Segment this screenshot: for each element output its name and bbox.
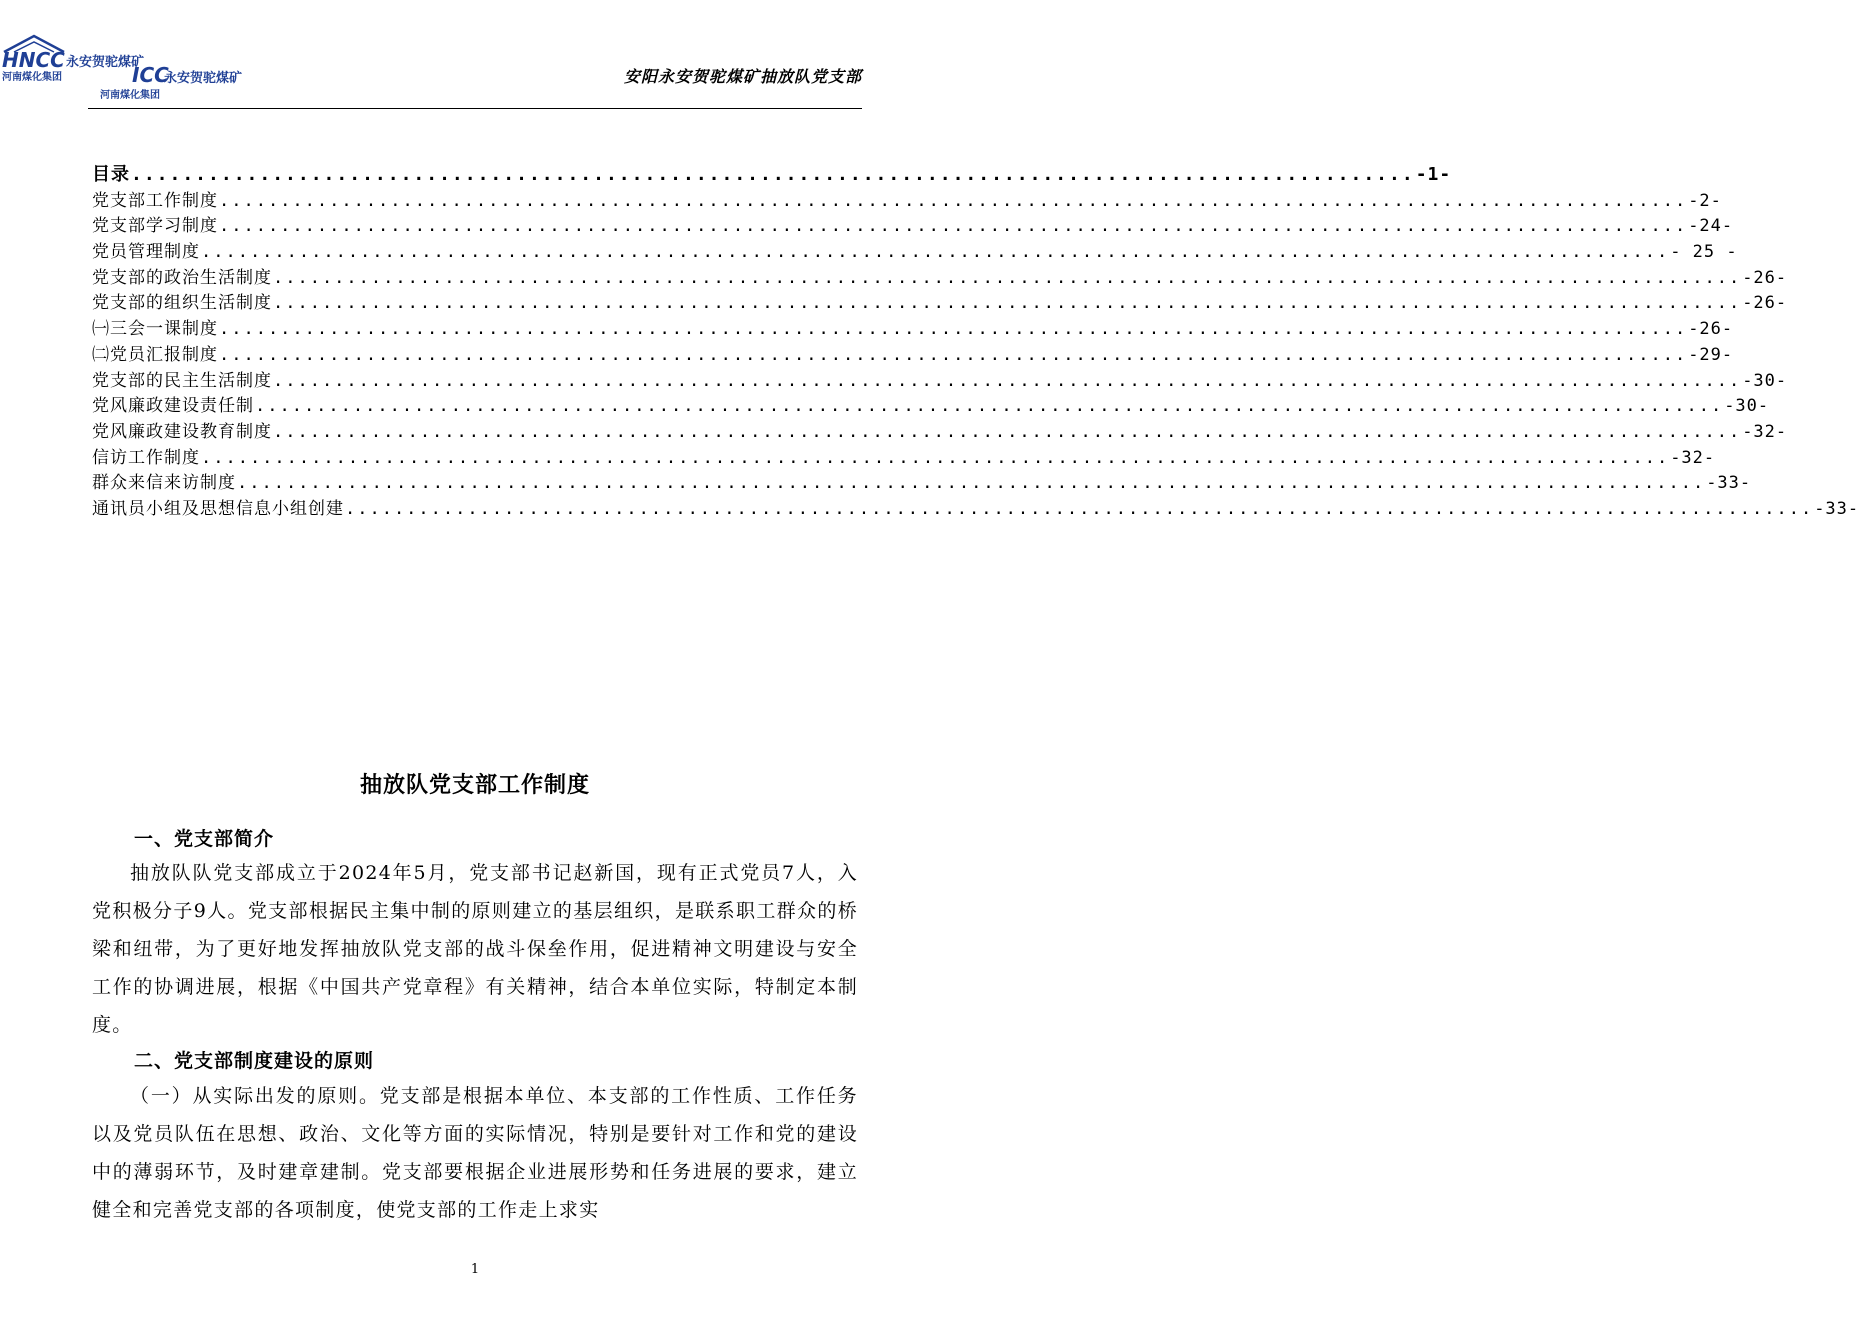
toc-item-page: -30- (1724, 396, 1770, 417)
toc-leader: ........................................................................................................................ (273, 370, 1742, 391)
toc-item[interactable] (92, 494, 1859, 520)
toc-item[interactable] (92, 237, 1738, 263)
section1-paragraph: 抽放队队党支部成立于2024年5月，党支部书记赵新国，现有正式党员7人，入党积极分子9人。党支部根据民主集中制的原则建立的基层组织，是联系职工群众的桥梁和纽带，为了更好地发挥抽放队党支部的战斗保垒作用，促进精神文明建设与安全工作的协调进展，根据《中国共产党章程》有关精神，结合本单位实际，特制定本制度。 (92, 862, 858, 1036)
toc-leader: ........................................................................................................................ (219, 344, 1688, 365)
toc-leader: .................................................................................................... (131, 164, 1415, 185)
toc-item-page: -24- (1688, 216, 1734, 237)
toc-item[interactable] (92, 443, 1716, 469)
header-rule (88, 108, 862, 109)
toc-item-page: -2- (1688, 190, 1722, 211)
toc-leader: ........................................................................................................................ (255, 396, 1724, 417)
toc-item[interactable] (92, 366, 1788, 392)
toc-item[interactable] (92, 288, 1788, 314)
toc-item-title: ㈠三会一课制度 (92, 319, 218, 340)
toc-item-page: -26- (1688, 319, 1734, 340)
toc-heading[interactable] (92, 160, 1452, 186)
header-title: 安阳永安贺驼煤矿抽放队党支部 (623, 67, 862, 86)
toc-item[interactable] (92, 340, 1734, 366)
toc-leader: ........................................................................................................................ (219, 216, 1688, 237)
toc-item-title: 党支部的组织生活制度 (92, 293, 272, 314)
toc-item-page: -32- (1742, 421, 1788, 442)
toc-leader: ........................................................................................................................ (219, 190, 1688, 211)
page-header (0, 0, 950, 115)
toc-item-title: 党风廉政建设责任制 (92, 396, 254, 417)
toc-item-page: -33- (1814, 498, 1859, 519)
toc-item-title: 党支部的民主生活制度 (92, 370, 272, 391)
logo1-small-text: 河南煤化集团 (2, 72, 62, 83)
section2-heading: 二、党支部制度建设的原则 (134, 1050, 375, 1072)
page-number: 1 (470, 1262, 480, 1277)
section2-paragraph: （一）从实际出发的原则。党支部是根据本单位、本支部的工作性质、工作任务以及党员队伍在思想、政治、文化等方面的实际情况，特别是要针对工作和党的建设中的薄弱环节，及时建章建制。党支部要根据企业进展形势和任务进展的要求，建立健全和完善党支部的各项制度，使党支部的工作走上求实 (92, 1085, 858, 1221)
icc-logo (98, 58, 243, 104)
document-title: 抽放队党支部工作制度 (359, 772, 590, 798)
toc-leader: ........................................................................................................................ (237, 473, 1706, 494)
toc-item[interactable] (92, 263, 1788, 289)
table-of-contents (92, 160, 1859, 520)
logo2-small-text: 河南煤化集团 (100, 90, 160, 101)
toc-item-page: -33- (1706, 473, 1752, 494)
toc-item[interactable] (92, 468, 1752, 494)
toc-item-page: - 25 - (1670, 242, 1738, 263)
toc-leader: ........................................................................................................................ (219, 319, 1688, 340)
toc-item-page: -26- (1742, 267, 1788, 288)
toc-leader: ........................................................................................................................ (273, 267, 1742, 288)
toc-leader: ........................................................................................................................ (201, 447, 1670, 468)
toc-items (92, 186, 1859, 520)
logo2-side-text: 永安贺驼煤矿 (164, 71, 243, 86)
toc-leader: ........................................................................................................................ (273, 293, 1742, 314)
toc-item[interactable] (92, 211, 1734, 237)
logo1-big-text: HNCC (2, 48, 65, 72)
toc-leader: ........................................................................................................................ (273, 421, 1742, 442)
toc-item-title: 党支部工作制度 (92, 190, 218, 211)
toc-leader: ........................................................................................................................ (201, 242, 1670, 263)
toc-item-title: 党风廉政建设教育制度 (92, 421, 272, 442)
toc-item-title: 党支部的政治生活制度 (92, 267, 272, 288)
toc-item-title: 群众来信来访制度 (92, 473, 236, 494)
toc-item[interactable] (92, 186, 1722, 212)
toc-item-page: -32- (1670, 447, 1716, 468)
logo1-side-text: 永安贺驼煤矿 (66, 55, 145, 70)
toc-item-page: -26- (1742, 293, 1788, 314)
section1-heading: 一、党支部简介 (134, 828, 275, 850)
toc-item-page: -29- (1688, 344, 1734, 365)
toc-item[interactable] (92, 391, 1770, 417)
toc-heading-title: 目录 (92, 164, 130, 185)
toc-item-title: 通讯员小组及思想信息小组创建 (92, 498, 344, 519)
toc-leader: ........................................................................................................................ (345, 498, 1814, 519)
toc-item-title: ㈡党员汇报制度 (92, 344, 218, 365)
toc-item-title: 党支部学习制度 (92, 216, 218, 237)
logo2-big-text: ICC (132, 63, 169, 87)
toc-item[interactable] (92, 417, 1788, 443)
toc-item-title: 信访工作制度 (92, 447, 200, 468)
toc-item[interactable] (92, 314, 1734, 340)
toc-item-page: -30- (1742, 370, 1788, 391)
toc-heading-page: -1- (1415, 164, 1452, 185)
toc-item-title: 党员管理制度 (92, 242, 200, 263)
